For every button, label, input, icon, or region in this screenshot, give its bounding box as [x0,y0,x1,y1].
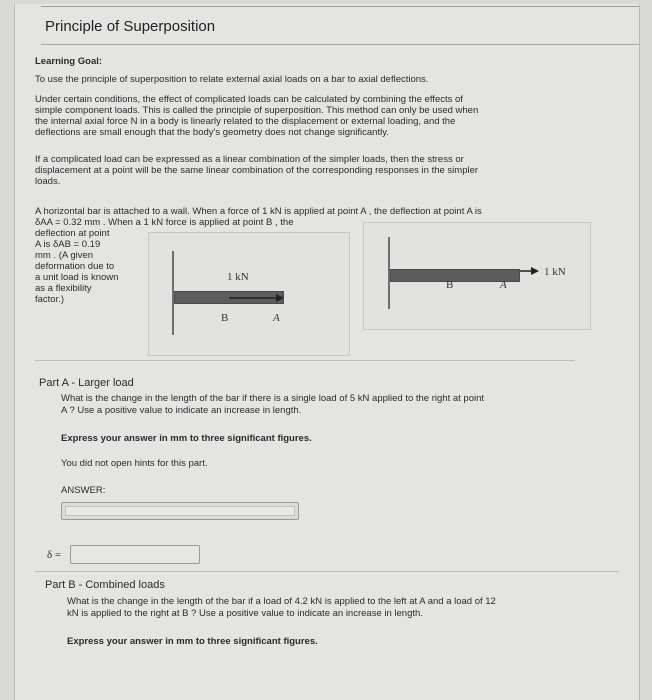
intro-line: the internal axial force N in a body is linearly related to the displacement or external loading, and the [35,116,456,127]
arrow-right-icon [520,264,540,278]
part-a-question: What is the change in the length of the bar if there is a single load of 5 kN applied to the right at point [61,393,485,404]
part-a-heading[interactable]: Part A - Larger load [39,377,134,389]
answer-box[interactable] [61,502,299,520]
problem-line: δAA = 0.32 mm . When a 1 kN force is applied at point B , the [35,217,294,228]
problem-line: factor.) [35,294,65,305]
intro-line: loads. [35,176,61,187]
force-label: 1 kN [544,266,566,278]
problem-line: a unit load is known [35,272,119,283]
arrow-right-icon [229,291,285,305]
problem-page [14,4,640,700]
point-b-label: B [221,312,229,324]
title-divider [41,44,639,45]
problem-line: as a flexibility [35,283,92,294]
hints-status: You did not open hints for this part. [61,458,208,469]
answer-label: ANSWER: [61,485,106,496]
part-b-question: kN is applied to the right at B ? Use a positive value to indicate an increase in length. [67,608,423,619]
section-divider [35,360,575,361]
problem-line: A horizontal bar is attached to a wall. When a force of 1 kN is applied at point A , the deflection at point A is [35,206,482,217]
section-divider [35,571,619,572]
page-title: Principle of Superposition [45,18,216,35]
intro-line: displacement at a point will be the same linear combination of the corresponding responses in the simpler [35,165,479,176]
learning-goal-text: To use the principle of superposition to relate external axial loads on a bar to axial deflections. [35,74,429,85]
problem-line: deformation due to [35,261,115,272]
intro-line: deflections are small enough that the body's geometry does not change significantly. [35,127,389,138]
intro-line: simple component loads. This is called the principle of superposition. This method can only be used when [35,105,479,116]
learning-goal-heading: Learning Goal: [35,56,103,67]
top-divider [41,6,639,7]
answer-box-inner [65,506,295,516]
intro-line: If a complicated load can be expressed as a linear combination of the simpler loads, then the stress or [35,154,464,165]
point-a-label: A [273,312,280,324]
point-b-label: B [446,279,454,291]
point-a-label: A [500,279,507,291]
delta-answer-input[interactable] [70,545,200,564]
intro-line: Under certain conditions, the effect of complicated loads can be calculated by combining the effects of [35,94,463,105]
problem-line: deflection at point [35,228,110,239]
part-b-instruction: Express your answer in mm to three significant figures. [67,636,318,647]
delta-label: δ = [47,549,62,561]
problem-line: A is δAB = 0.19 [35,239,101,250]
part-a-instruction: Express your answer in mm to three significant figures. [61,433,312,444]
part-b-question: What is the change in the length of the bar if a load of 4.2 kN is applied to the left at A and a load of 12 [67,596,496,607]
force-label: 1 kN [227,271,249,283]
part-a-question: A ? Use a positive value to indicate an increase in length. [61,405,302,416]
problem-line: mm . (A given [35,250,94,261]
figure-load-at-b [363,222,591,330]
figure-load-at-a [148,232,350,356]
part-b-heading[interactable]: Part B - Combined loads [45,579,165,591]
